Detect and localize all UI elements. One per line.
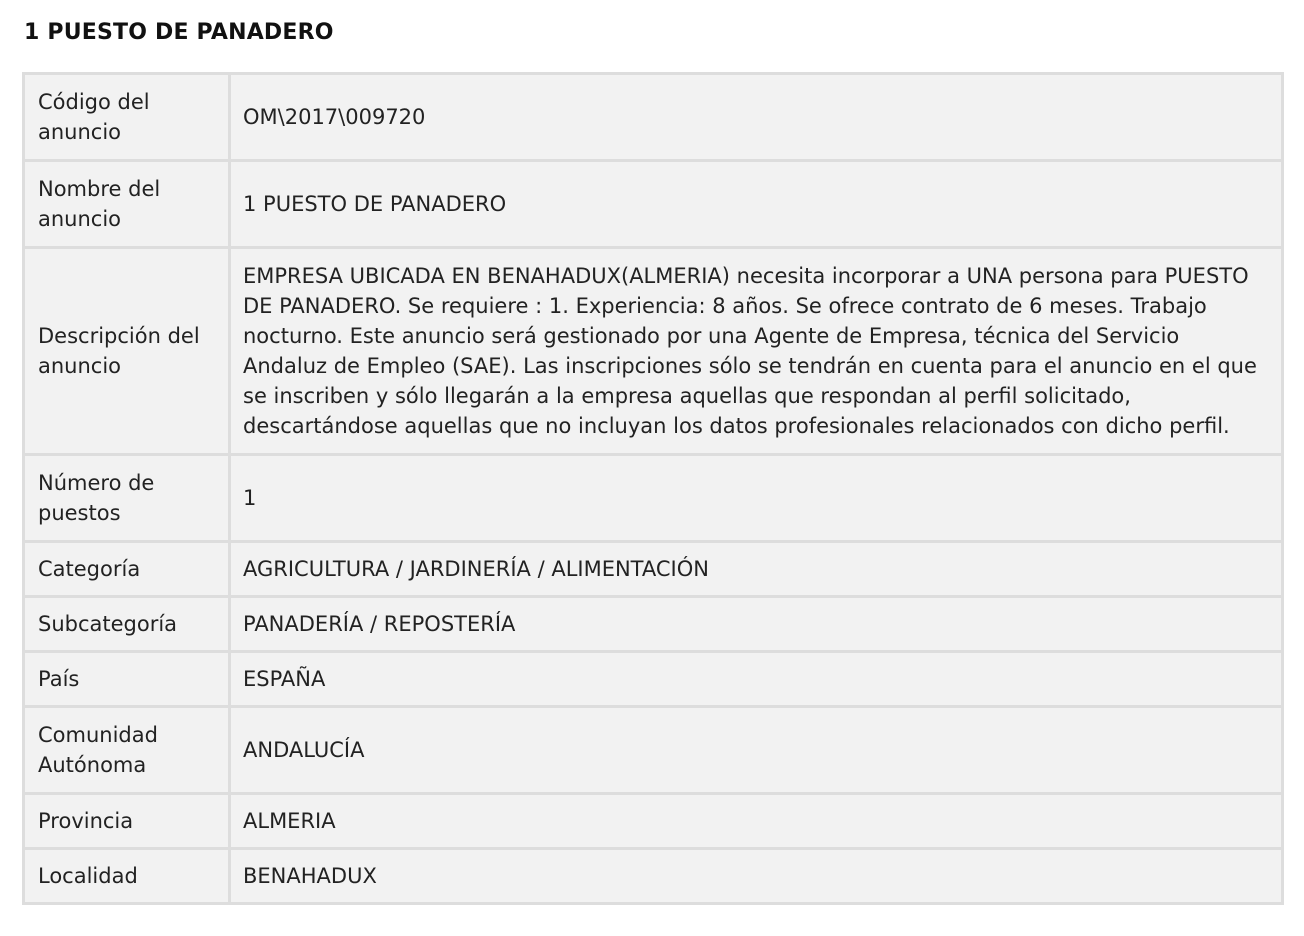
table-row-pais xyxy=(24,652,1283,707)
table-row-codigo xyxy=(24,74,1283,161)
row-label-comunidad: Comunidad Autónoma xyxy=(24,707,230,794)
table-row-categoria xyxy=(24,542,1283,597)
row-value-pais: ESPAÑA xyxy=(230,652,1283,707)
row-label-provincia: Provincia xyxy=(24,794,230,849)
table-row-subcategoria xyxy=(24,597,1283,652)
table-row-comunidad xyxy=(24,707,1283,794)
row-label-codigo: Código del anuncio xyxy=(24,74,230,161)
row-value-localidad: BENAHADUX xyxy=(230,849,1283,904)
row-value-descripcion: EMPRESA UBICADA EN BENAHADUX(ALMERIA) necesita incorporar a UNA persona para PUESTO DE PANADERO. Se requiere : 1. Experiencia: 8 años. Se ofrece contrato de 6 meses. Trabajo nocturno. Este anuncio será gestionado por una Agente de Empresa, técnica del Servicio Andaluz de Empleo (SAE). Las inscripciones sólo se tendrán en cuenta para el anuncio en el que se inscriben y sólo llegarán a la empresa aquellas que respondan al perfil solicitado, descartándose aquellas que no incluyan los datos profesionales relacionados con dicho perfil. xyxy=(230,248,1283,455)
job-details-table xyxy=(22,72,1284,905)
table-row-nombre xyxy=(24,161,1283,248)
page-title: 1 PUESTO DE PANADERO xyxy=(24,20,334,45)
row-label-localidad: Localidad xyxy=(24,849,230,904)
row-label-subcategoria: Subcategoría xyxy=(24,597,230,652)
row-label-pais: País xyxy=(24,652,230,707)
row-label-numero-puestos: Número de puestos xyxy=(24,455,230,542)
row-value-provincia: ALMERIA xyxy=(230,794,1283,849)
table-row-descripcion xyxy=(24,248,1283,455)
table-row-localidad xyxy=(24,849,1283,904)
row-label-nombre: Nombre del anuncio xyxy=(24,161,230,248)
table-row-provincia xyxy=(24,794,1283,849)
row-value-categoria: AGRICULTURA / JARDINERÍA / ALIMENTACIÓN xyxy=(230,542,1283,597)
row-value-codigo: OM\2017\009720 xyxy=(230,74,1283,161)
row-value-nombre: 1 PUESTO DE PANADERO xyxy=(230,161,1283,248)
row-label-descripcion: Descripción del anuncio xyxy=(24,248,230,455)
table-row-numero-puestos xyxy=(24,455,1283,542)
row-value-numero-puestos: 1 xyxy=(230,455,1283,542)
row-value-comunidad: ANDALUCÍA xyxy=(230,707,1283,794)
row-label-categoria: Categoría xyxy=(24,542,230,597)
row-value-subcategoria: PANADERÍA / REPOSTERÍA xyxy=(230,597,1283,652)
